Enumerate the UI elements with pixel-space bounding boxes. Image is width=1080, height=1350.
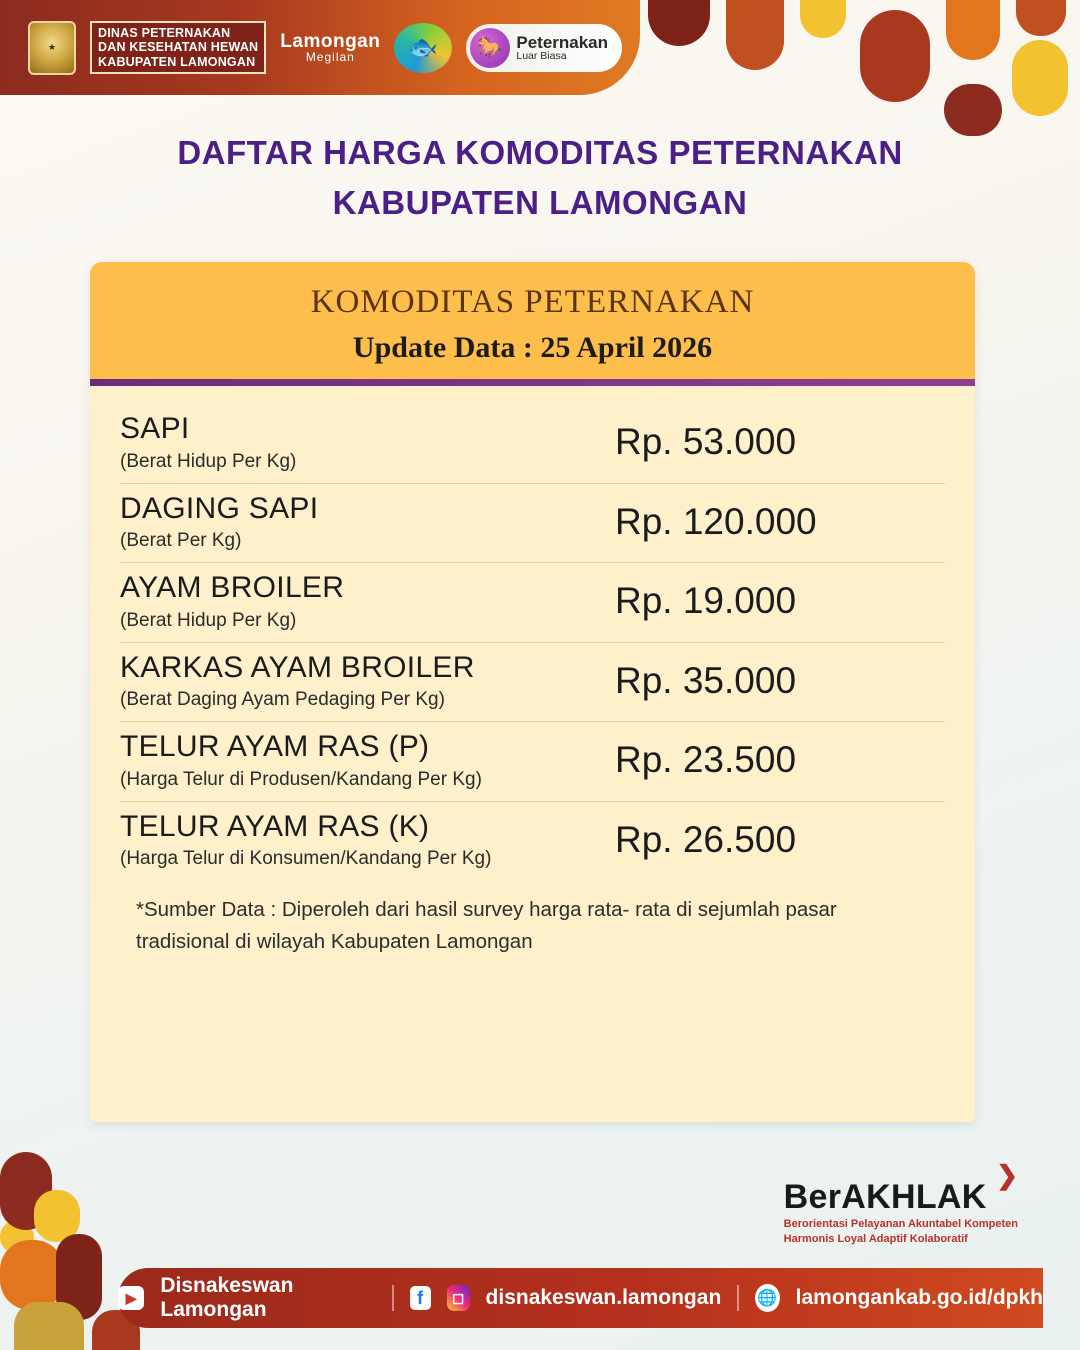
decor-blob — [14, 1302, 84, 1350]
instagram-icon: ◻ — [447, 1285, 470, 1311]
footer-divider — [392, 1285, 394, 1311]
youtube-handle: Disnakeswan Lamongan — [160, 1274, 294, 1321]
commodity-unit: (Harga Telur di Konsumen/Kandang Per Kg) — [120, 848, 492, 869]
berakhlak-tagline-1: Berorientasi Pelayanan Akuntabel Kompeten — [783, 1218, 1018, 1230]
commodity-price: Rp. 120.000 — [615, 500, 817, 542]
department-line-3: KABUPATEN LAMONGAN — [98, 54, 256, 69]
table-row — [120, 484, 945, 564]
source-note: *Sumber Data : Diperoleh dari hasil survey harga rata- rata di sejumlah pasar tradisional di wilayah Kabupaten Lamongan — [136, 898, 837, 953]
department-line-2: DAN KESEHATAN HEWAN — [98, 40, 259, 55]
commodity-name: DAGING SAPI — [120, 491, 319, 525]
fish-icon: 🐟 — [394, 23, 452, 73]
card-header — [90, 262, 975, 379]
commodity-list — [90, 386, 975, 880]
footer-divider — [737, 1285, 739, 1311]
commodity-price: Rp. 53.000 — [615, 421, 797, 463]
decor-blob — [1012, 40, 1068, 116]
peternakan-logo-line-1: Peternakan — [516, 32, 609, 52]
lamongan-megilan-logo — [280, 32, 380, 63]
department-line-1: DINAS PETERNAKAN — [98, 25, 231, 40]
department-name — [90, 21, 266, 74]
card-divider — [90, 379, 975, 386]
decor-blob — [860, 10, 930, 102]
commodity-price: Rp. 23.500 — [615, 739, 797, 781]
footer-contact-bar — [118, 1268, 1043, 1328]
chevron-right-icon: ❯ — [996, 1160, 1018, 1190]
decor-blob — [726, 0, 784, 70]
youtube-icon: ▶ — [118, 1286, 144, 1310]
social-handle: disnakeswan.lamongan — [485, 1286, 722, 1309]
commodity-price: Rp. 35.000 — [615, 659, 797, 701]
table-row — [120, 643, 945, 723]
website-url: lamongankab.go.id/dpkh — [795, 1286, 1044, 1309]
globe-icon: 🌐 — [755, 1284, 780, 1312]
commodity-name: TELUR AYAM RAS (P) — [120, 730, 430, 763]
page-title — [0, 128, 1080, 227]
commodity-unit: (Berat Per Kg) — [120, 530, 242, 551]
commodity-name: KARKAS AYAM BROILER — [120, 650, 475, 684]
berakhlak-tagline-2: Harmonis Loyal Adaptif Kolaboratif — [783, 1232, 968, 1245]
commodity-name: SAPI — [120, 412, 190, 445]
facebook-icon: f — [410, 1286, 431, 1310]
commodity-name: TELUR AYAM RAS (K) — [120, 809, 430, 843]
commodity-price: Rp. 26.500 — [615, 818, 797, 860]
header-bar — [0, 0, 640, 95]
decor-blob — [800, 0, 846, 38]
table-row — [120, 404, 945, 484]
commodity-unit: (Berat Hidup Per Kg) — [120, 609, 297, 631]
card-heading: KOMODITAS PETERNAKAN — [310, 284, 755, 320]
price-card — [90, 262, 975, 1122]
commodity-unit: (Harga Telur di Produsen/Kandang Per Kg) — [120, 768, 482, 790]
peternakan-logo-line-2: Luar Biasa — [516, 49, 567, 62]
card-update-date: Update Data : 25 April 2026 — [352, 331, 713, 364]
decor-blob — [946, 0, 1000, 60]
berakhlak-title: BerAKHLAK — [783, 1178, 987, 1216]
table-row — [120, 722, 945, 802]
page-title-line-1: DAFTAR HARGA KOMODITAS PETERNAKAN — [177, 134, 903, 171]
berakhlak-logo — [783, 1160, 1018, 1247]
commodity-unit: (Berat Hidup Per Kg) — [120, 450, 297, 472]
decor-blob — [648, 0, 710, 46]
lamongan-logo-line-2: Megilan — [305, 50, 355, 64]
lamongan-logo-line-1: Lamongan — [280, 31, 381, 52]
page-title-line-2: KABUPATEN LAMONGAN — [332, 183, 748, 221]
commodity-unit: (Berat Daging Ayam Pedaging Per Kg) — [120, 689, 445, 710]
decor-blob — [1016, 0, 1066, 36]
commodity-name: AYAM BROILER — [120, 571, 345, 604]
kabupaten-emblem-icon: ★ — [28, 21, 76, 75]
peternakan-luar-biasa-logo — [466, 24, 622, 72]
table-row — [120, 563, 945, 643]
table-row — [120, 802, 945, 881]
commodity-price: Rp. 19.000 — [615, 580, 797, 622]
horse-icon: 🐎 — [470, 28, 510, 68]
decor-blob — [0, 1240, 64, 1310]
